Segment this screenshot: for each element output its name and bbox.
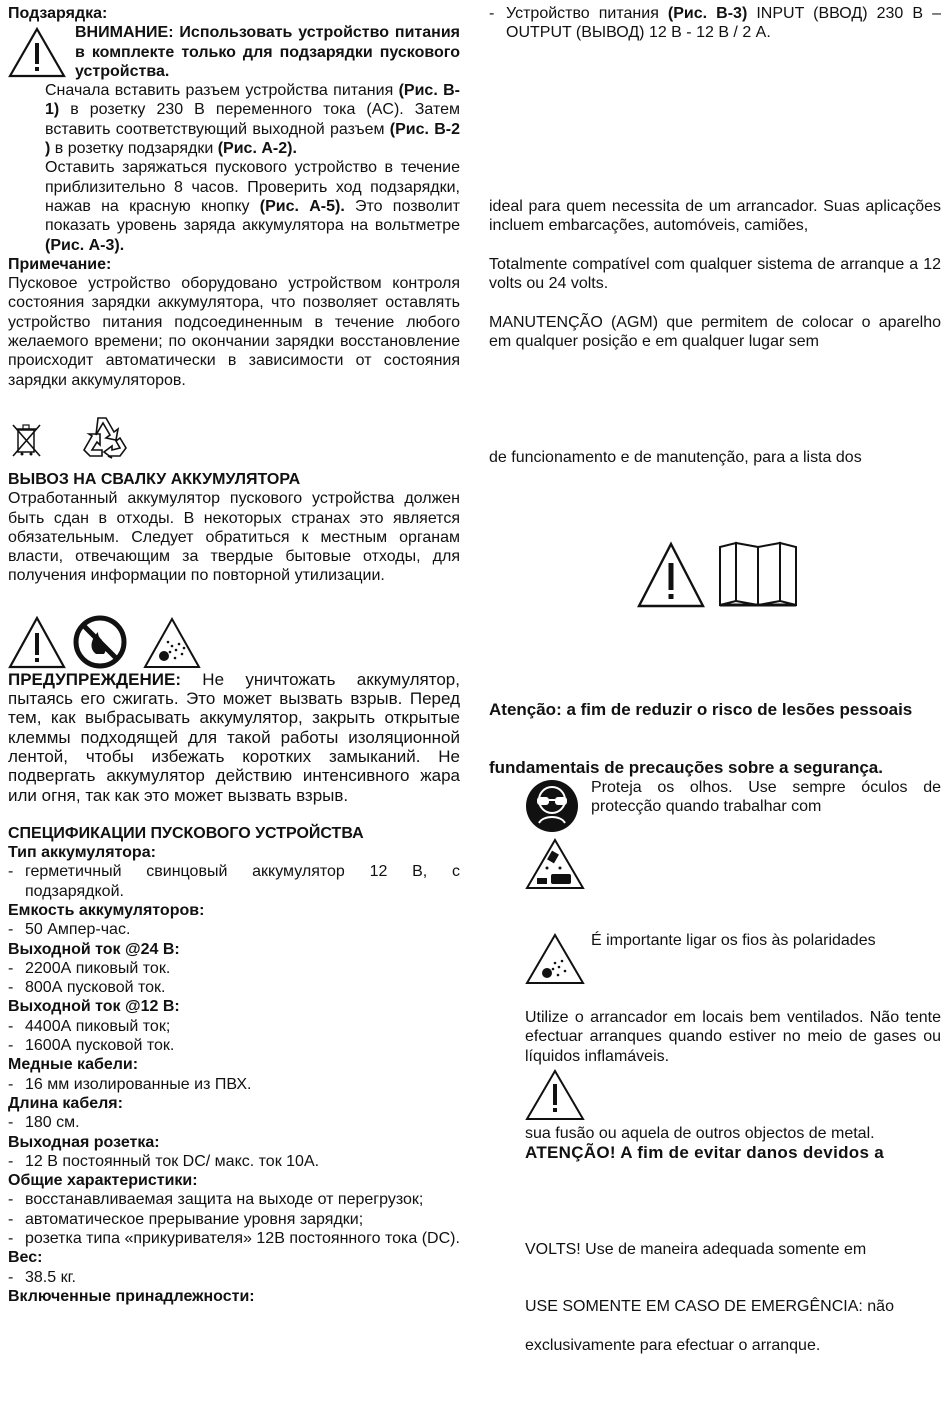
spec-item: - 50 Ампер-час.: [8, 921, 131, 939]
accessory-item: - Устройство питания (Рис. B-3) INPUT (ВВОД) 230 В – OUTPUT (ВЫВОД) 12 В - 12 В / 2 А.: [489, 5, 941, 42]
spec-label: Выходная розетка:: [8, 1133, 160, 1151]
charging-paragraph-1: Сначала вставить разъем устройства питания (Рис. B-1) в розетку 230 В переменного тока (AC). Затем вставить соответствующий выходной разъем (Рис. B-2 ) в розетку подзарядки (Рис. A-2).: [45, 82, 461, 158]
charging-heading: Подзарядка:: [8, 5, 108, 22]
disposal-heading: ВЫВОЗ НА СВАЛКУ АККУМУЛЯТОРА: [8, 470, 301, 488]
crossed-bin-icon: [10, 422, 44, 460]
eye-protection-text: Proteja os olhos. Use sempre óculos de protecção quando trabalhar com: [591, 779, 941, 816]
spec-item: - автоматическое прерывание уровня зарядки;: [8, 1210, 364, 1228]
explosion-hazard-icon: [142, 616, 202, 670]
attention-line-1: Atenção: a fim de reduzir o risco de lesões pessoais: [489, 700, 913, 719]
ventilation-text: Utilize o arrancador em locais bem ventilados. Não tente efectuar arranques quando estiver no meio de gases ou líquidos inflamáveis.: [525, 1009, 941, 1065]
note-text: Пусковое устройство оборудовано устройством контроля состояния зарядки аккумулятора, что позволяет оставлять устройство питания подсоединенным в течение любого желаемого времени; по окончании зарядки восстановление происходит автоматически в зависимости от состояния зарядки аккумуляторов.: [8, 275, 460, 389]
spec-item: - 180 см.: [8, 1114, 80, 1132]
emergency-text: USE SOMENTE EM CASO DE EMERGÊNCIA: não: [525, 1298, 894, 1315]
fusion-text: sua fusão ou aquela de outros objectos de metal.: [525, 1125, 875, 1142]
caution-paragraph: ПРЕДУПРЕЖДЕНИЕ: Не уничтожать аккумулятор, пытаясь его сжигать. Это может вызвать взрыв. Перед тем, как выбрасывать аккумулятор, закрыть открытые клеммы подходящей для такой работы изоляционной лентой, чтобы избежать коротких замыканий. Не подвергать аккумулятор действию интенсивного жара или огня, так как это может вызвать взрыв.: [8, 669, 460, 805]
warning-triangle-icon: [636, 541, 706, 609]
specs-heading: СПЕЦИФИКАЦИИ ПУСКОВОГО УСТРОЙСТВА: [8, 824, 364, 842]
disposal-icons: [8, 412, 460, 460]
charging-paragraph-2: Оставить заряжаться пускового устройство в течение приблизительно 8 часов. Проверить ход подзарядки, нажав на красную кнопку (Рис. A-5). Это позволит показать уровень заряда аккумулятора на вольтметре (Рис. A-3).: [45, 159, 460, 254]
spec-label: Вес:: [8, 1249, 43, 1267]
spec-label: Емкость аккумуляторов:: [8, 901, 205, 919]
spec-label: Длина кабеля:: [8, 1094, 123, 1112]
eye-protection-icon: [525, 779, 579, 833]
charging-warning: [8, 23, 460, 81]
charging-warning-text: ВНИМАНИЕ: Использовать устройство питания в комплекте только для подзарядки пускового устройства.: [75, 24, 460, 80]
spec-label: Общие характеристики:: [8, 1172, 198, 1190]
specs-list: [8, 843, 460, 1306]
warning-triangle-icon: [8, 616, 66, 670]
note-heading: Примечание:: [8, 255, 112, 273]
manual-icons: [636, 541, 800, 609]
disposal-text: Отработанный аккумулятор пускового устройства должен быть сдан в отходы. В некоторых странах это является обязательным. Следует обратиться к местным органам власти, отвечающим за твердые бытовые отходы, для получения информации по повторной утилизации.: [8, 490, 460, 585]
warning-triangle-icon: [525, 1069, 585, 1121]
no-fire-icon: [72, 614, 128, 670]
polarity-text: É importante ligar os fios às polaridades: [591, 932, 876, 949]
spec-item: - 800А пусковой ток.: [8, 979, 166, 997]
atencao-text: ATENÇÃO! A fim de evitar danos devidos a: [525, 1143, 884, 1162]
spec-label: Медные кабели:: [8, 1056, 139, 1074]
read-manual-icon: [716, 541, 800, 609]
pt-paragraph-4: de funcionamento e de manutenção, para a lista dos: [489, 449, 862, 466]
explosion-hazard-icon: [525, 933, 585, 985]
right-column: [489, 4, 941, 43]
spec-item: - 4400А пиковый ток;: [8, 1017, 171, 1035]
spec-item: - восстанавливаемая защита на выходе от перегрузок;: [8, 1191, 424, 1209]
spec-item: - герметичный свинцовый аккумулятор 12 В, с подзарядкой.: [8, 863, 460, 900]
spec-item: - 38.5 кг.: [8, 1268, 76, 1286]
spec-label: Выходной ток @12 В:: [8, 998, 180, 1016]
spec-item: - розетка типа «прикуривателя» 12В постоянного тока (DC).: [8, 1230, 460, 1248]
pt-paragraph-3: MANUTENÇÃO (AGM) que permitem de colocar o aparelho em qualquer posição e em qualquer lugar sem: [489, 314, 941, 351]
volts-text: VOLTS! Use de maneira adequada somente em: [525, 1241, 867, 1258]
corrosive-hazard-icon: [525, 838, 585, 890]
spec-item: - 1600А пусковой ток.: [8, 1037, 175, 1055]
spec-label: Выходной ток @24 В:: [8, 940, 180, 958]
spec-label: Тип аккумулятора:: [8, 844, 156, 862]
exclusive-text: exclusivamente para efectuar o arranque.: [525, 1337, 821, 1354]
spec-label: Включенные принадлежности:: [8, 1287, 255, 1305]
caution-icons: [8, 614, 460, 670]
attention-line-2: fundamentais de precauções sobre a segurança.: [489, 758, 883, 777]
pt-paragraph-2: Totalmente compatível com qualquer sistema de arranque a 12 volts ou 24 volts.: [489, 256, 941, 293]
spec-item: - 2200А пиковый ток.: [8, 959, 171, 977]
spec-item: - 16 мм изолированные из ПВХ.: [8, 1075, 252, 1093]
recycle-icon: [78, 412, 130, 460]
spec-item: - 12 В постоянный ток DC/ макс. ток 10А.: [8, 1152, 320, 1170]
warning-triangle-icon: [8, 27, 66, 79]
left-column: [8, 4, 460, 1306]
pt-paragraph-1: ideal para quem necessita de um arrancador. Suas aplicações incluem embarcações, automóveis, camiões,: [489, 198, 941, 235]
